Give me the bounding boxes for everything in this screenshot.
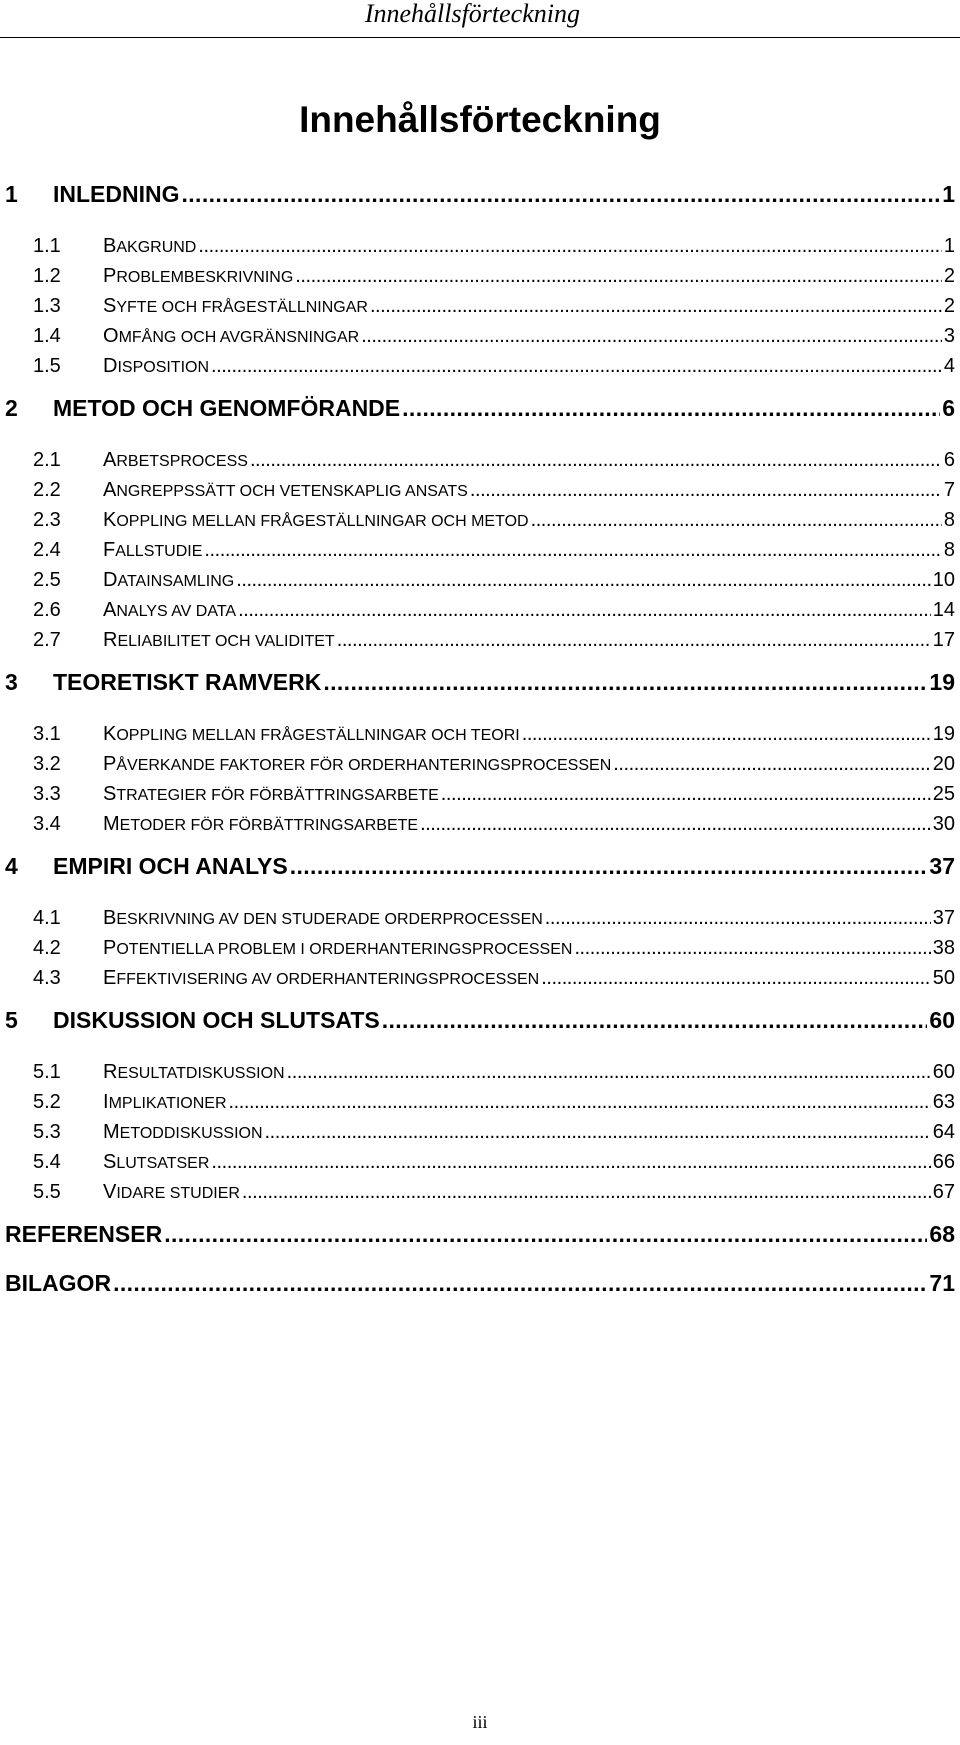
toc-entry-number: 5 [5, 1007, 18, 1033]
toc-entry-label: DISKUSSION OCH SLUTSATS [53, 1007, 380, 1033]
toc-entry-label: DATAINSAMLING [103, 569, 235, 591]
toc-entry-label: POTENTIELLA PROBLEM I ORDERHANTERINGSPROCESSEN [103, 937, 573, 959]
toc-entry-section[interactable] [33, 536, 955, 564]
toc-entry-page: 37 [932, 907, 955, 929]
toc-entry-page: 4 [943, 355, 955, 377]
toc-entry-page: 1 [942, 181, 955, 207]
toc-entry-section[interactable] [33, 810, 955, 838]
dot-leader [361, 322, 942, 350]
toc-entry-page: 2 [943, 265, 955, 287]
toc-entry-page: 7 [943, 479, 955, 501]
dot-leader [182, 179, 941, 209]
toc-entry-label: OMFÅNG OCH AVGRÄNSNINGAR [103, 325, 360, 347]
toc-entry-label: BAKGRUND [103, 235, 197, 257]
toc-entry-number: 3.3 [33, 783, 61, 805]
toc-entry-section[interactable] [33, 934, 955, 962]
toc-entry-references[interactable] [5, 1219, 955, 1249]
toc-entry-number: 5.3 [33, 1121, 61, 1143]
dot-leader [370, 292, 942, 320]
toc-entry-section[interactable] [33, 1178, 955, 1206]
toc-entry-label: EMPIRI OCH ANALYS [53, 853, 288, 879]
dot-leader [337, 626, 931, 654]
toc-entry-label: METOD OCH GENOMFÖRANDE [53, 395, 401, 421]
dot-leader [402, 393, 940, 423]
toc-entry-number: 1.1 [33, 235, 61, 257]
dot-leader [522, 720, 931, 748]
dot-leader [265, 1118, 931, 1146]
running-header [0, 0, 960, 38]
toc-entry-number: 2.4 [33, 539, 61, 561]
toc-entry-label: VIDARE STUDIER [103, 1181, 240, 1203]
toc-entry-section[interactable] [33, 1118, 955, 1146]
toc-entry-section[interactable] [33, 566, 955, 594]
toc-entry-page: 14 [932, 599, 955, 621]
toc-entry-section[interactable] [33, 446, 955, 474]
toc-entry-label: FALLSTUDIE [103, 539, 203, 561]
dot-leader [113, 1268, 927, 1298]
toc-entry-label: IMPLIKATIONER [103, 1091, 227, 1113]
toc-entry-page: 50 [932, 967, 955, 989]
toc-entry-section[interactable] [33, 1148, 955, 1176]
toc-entry-label: KOPPLING MELLAN FRÅGESTÄLLNINGAR OCH METOD [103, 509, 529, 531]
toc-title: Innehållsförteckning [299, 99, 661, 140]
dot-leader [287, 1058, 931, 1086]
dot-leader [236, 566, 931, 594]
dot-leader [382, 1005, 928, 1035]
toc-entry-label: ANGREPPSSÄTT OCH VETENSKAPLIG ANSATS [103, 479, 468, 501]
toc-entry-page: 25 [932, 783, 955, 805]
dot-leader [613, 750, 931, 778]
toc-entry-label: REFERENSER [5, 1221, 163, 1247]
toc-entry-number: 2.3 [33, 509, 61, 531]
dot-leader [250, 446, 942, 474]
toc-entry-page: 66 [932, 1151, 955, 1173]
dot-leader [531, 506, 942, 534]
toc-entry-page: 19 [929, 669, 955, 695]
toc-entry-number: 4.2 [33, 937, 61, 959]
toc-entry-number: 3.4 [33, 813, 61, 835]
toc-entry-section[interactable] [33, 626, 955, 654]
toc-entry-page: 17 [932, 629, 955, 651]
toc-entry-section[interactable] [33, 322, 955, 350]
toc-entry-section[interactable] [33, 750, 955, 778]
toc-entry-section[interactable] [33, 1058, 955, 1086]
toc-entry-page: 30 [932, 813, 955, 835]
toc-entry-page: 71 [929, 1270, 955, 1296]
toc-entry-page: 67 [932, 1181, 955, 1203]
toc-entry-number: 4.1 [33, 907, 61, 929]
toc-entry-appendices[interactable] [5, 1268, 955, 1298]
toc-entry-number: 4.3 [33, 967, 61, 989]
toc-entry-chapter[interactable] [5, 1005, 955, 1035]
toc-entry-number: 5.4 [33, 1151, 61, 1173]
toc-entry-page: 6 [943, 449, 955, 471]
toc-entry-page: 20 [932, 753, 955, 775]
toc-entry-page: 68 [929, 1221, 955, 1247]
toc-entry-page: 1 [943, 235, 955, 257]
toc-entry-page: 10 [932, 569, 955, 591]
toc-entry-number: 5.5 [33, 1181, 61, 1203]
toc-entry-chapter[interactable] [5, 667, 955, 697]
toc-entry-section[interactable] [33, 1088, 955, 1116]
toc-entry-page: 8 [943, 539, 955, 561]
toc-entry-section[interactable] [33, 720, 955, 748]
toc-entry-number: 4 [5, 853, 18, 879]
toc-entry-label: PÅVERKANDE FAKTORER FÖR ORDERHANTERINGSPROCESSEN [103, 753, 612, 775]
dot-leader [164, 1219, 927, 1249]
toc-entry-label: SYFTE OCH FRÅGESTÄLLNINGAR [103, 295, 368, 317]
toc-entry-page: 38 [932, 937, 955, 959]
toc-entry-label: SLUTSATSER [103, 1151, 210, 1173]
toc-entry-number: 2.7 [33, 629, 61, 651]
dot-leader [541, 964, 931, 992]
toc-entry-number: 3.1 [33, 723, 61, 745]
toc-entry-number: 3.2 [33, 753, 61, 775]
toc-entry-label: RELIABILITET OCH VALIDITET [103, 629, 335, 651]
toc-entry-number: 2.1 [33, 449, 61, 471]
toc-entry-number: 5.2 [33, 1091, 61, 1113]
dot-leader [290, 851, 928, 881]
toc-entry-number: 1 [5, 181, 18, 207]
toc-entry-section[interactable] [33, 780, 955, 808]
toc-entry-label: PROBLEMBESKRIVNING [103, 265, 294, 287]
toc-entry-page: 6 [942, 395, 955, 421]
toc-entry-number: 3 [5, 669, 18, 695]
dot-leader [229, 1088, 931, 1116]
toc-entry-label: BESKRIVNING AV DEN STUDERADE ORDERPROCESSEN [103, 907, 543, 929]
dot-leader [420, 810, 931, 838]
toc-entry-page: 63 [932, 1091, 955, 1113]
toc-entry-number: 2.5 [33, 569, 61, 591]
toc-entry-section[interactable] [33, 292, 955, 320]
toc-entry-page: 19 [932, 723, 955, 745]
toc-entry-chapter[interactable] [5, 851, 955, 881]
toc-entry-section[interactable] [33, 964, 955, 992]
toc-entry-page: 64 [932, 1121, 955, 1143]
dot-leader [574, 934, 930, 962]
toc-entry-number: 2 [5, 395, 18, 421]
toc-entry-label: DISPOSITION [103, 355, 210, 377]
dot-leader [470, 476, 942, 504]
toc-entry-section[interactable] [33, 232, 955, 260]
toc-entry-label: EFFEKTIVISERING AV ORDERHANTERINGSPROCESSEN [103, 967, 540, 989]
dot-leader [323, 667, 927, 697]
toc-entry-number: 1.2 [33, 265, 61, 287]
page-number: iii [472, 1712, 488, 1732]
dot-leader [242, 1178, 931, 1206]
dot-leader [238, 596, 931, 624]
toc-entry-page: 37 [929, 853, 955, 879]
toc-entry-page: 8 [943, 509, 955, 531]
toc-entry-label: TEORETISKT RAMVERK [53, 669, 322, 695]
toc-entry-page: 2 [943, 295, 955, 317]
toc-entry-number: 2.2 [33, 479, 61, 501]
toc-entry-label: STRATEGIER FÖR FÖRBÄTTRINGSARBETE [103, 783, 439, 805]
toc-entry-section[interactable] [33, 596, 955, 624]
toc-entry-number: 1.4 [33, 325, 61, 347]
toc-entry-label: ARBETSPROCESS [103, 449, 248, 471]
dot-leader [545, 904, 931, 932]
toc-entry-section[interactable] [33, 476, 955, 504]
dot-leader [295, 262, 942, 290]
toc-entry-label: BILAGOR [5, 1270, 112, 1296]
toc-entry-chapter[interactable] [5, 179, 955, 209]
toc-entry-label: METODER FÖR FÖRBÄTTRINGSARBETE [103, 813, 419, 835]
toc-entry-chapter[interactable] [5, 393, 955, 423]
toc-entry-number: 1.3 [33, 295, 61, 317]
toc-entry-label: INLEDNING [53, 181, 180, 207]
toc-entry-number: 5.1 [33, 1061, 61, 1083]
toc-entry-number: 1.5 [33, 355, 61, 377]
toc-entry-section[interactable] [33, 506, 955, 534]
toc-entry-page: 60 [929, 1007, 955, 1033]
running-header-title: Innehållsförteckning [364, 0, 580, 28]
toc-entry-page: 60 [932, 1061, 955, 1083]
toc-entry-label: METODDISKUSSION [103, 1121, 263, 1143]
toc-entry-label: ANALYS AV DATA [103, 599, 237, 621]
toc-entry-label: RESULTATDISKUSSION [103, 1061, 285, 1083]
toc-entry-page: 3 [943, 325, 955, 347]
dot-leader [441, 780, 931, 808]
dot-leader [211, 1148, 930, 1176]
dot-leader [204, 536, 942, 564]
toc-entry-label: KOPPLING MELLAN FRÅGESTÄLLNINGAR OCH TEORI [103, 723, 520, 745]
dot-leader [211, 352, 942, 380]
toc-entry-number: 2.6 [33, 599, 61, 621]
toc-entry-section[interactable] [33, 352, 955, 380]
dot-leader [198, 232, 942, 260]
toc-entry-section[interactable] [33, 904, 955, 932]
toc-entry-section[interactable] [33, 262, 955, 290]
